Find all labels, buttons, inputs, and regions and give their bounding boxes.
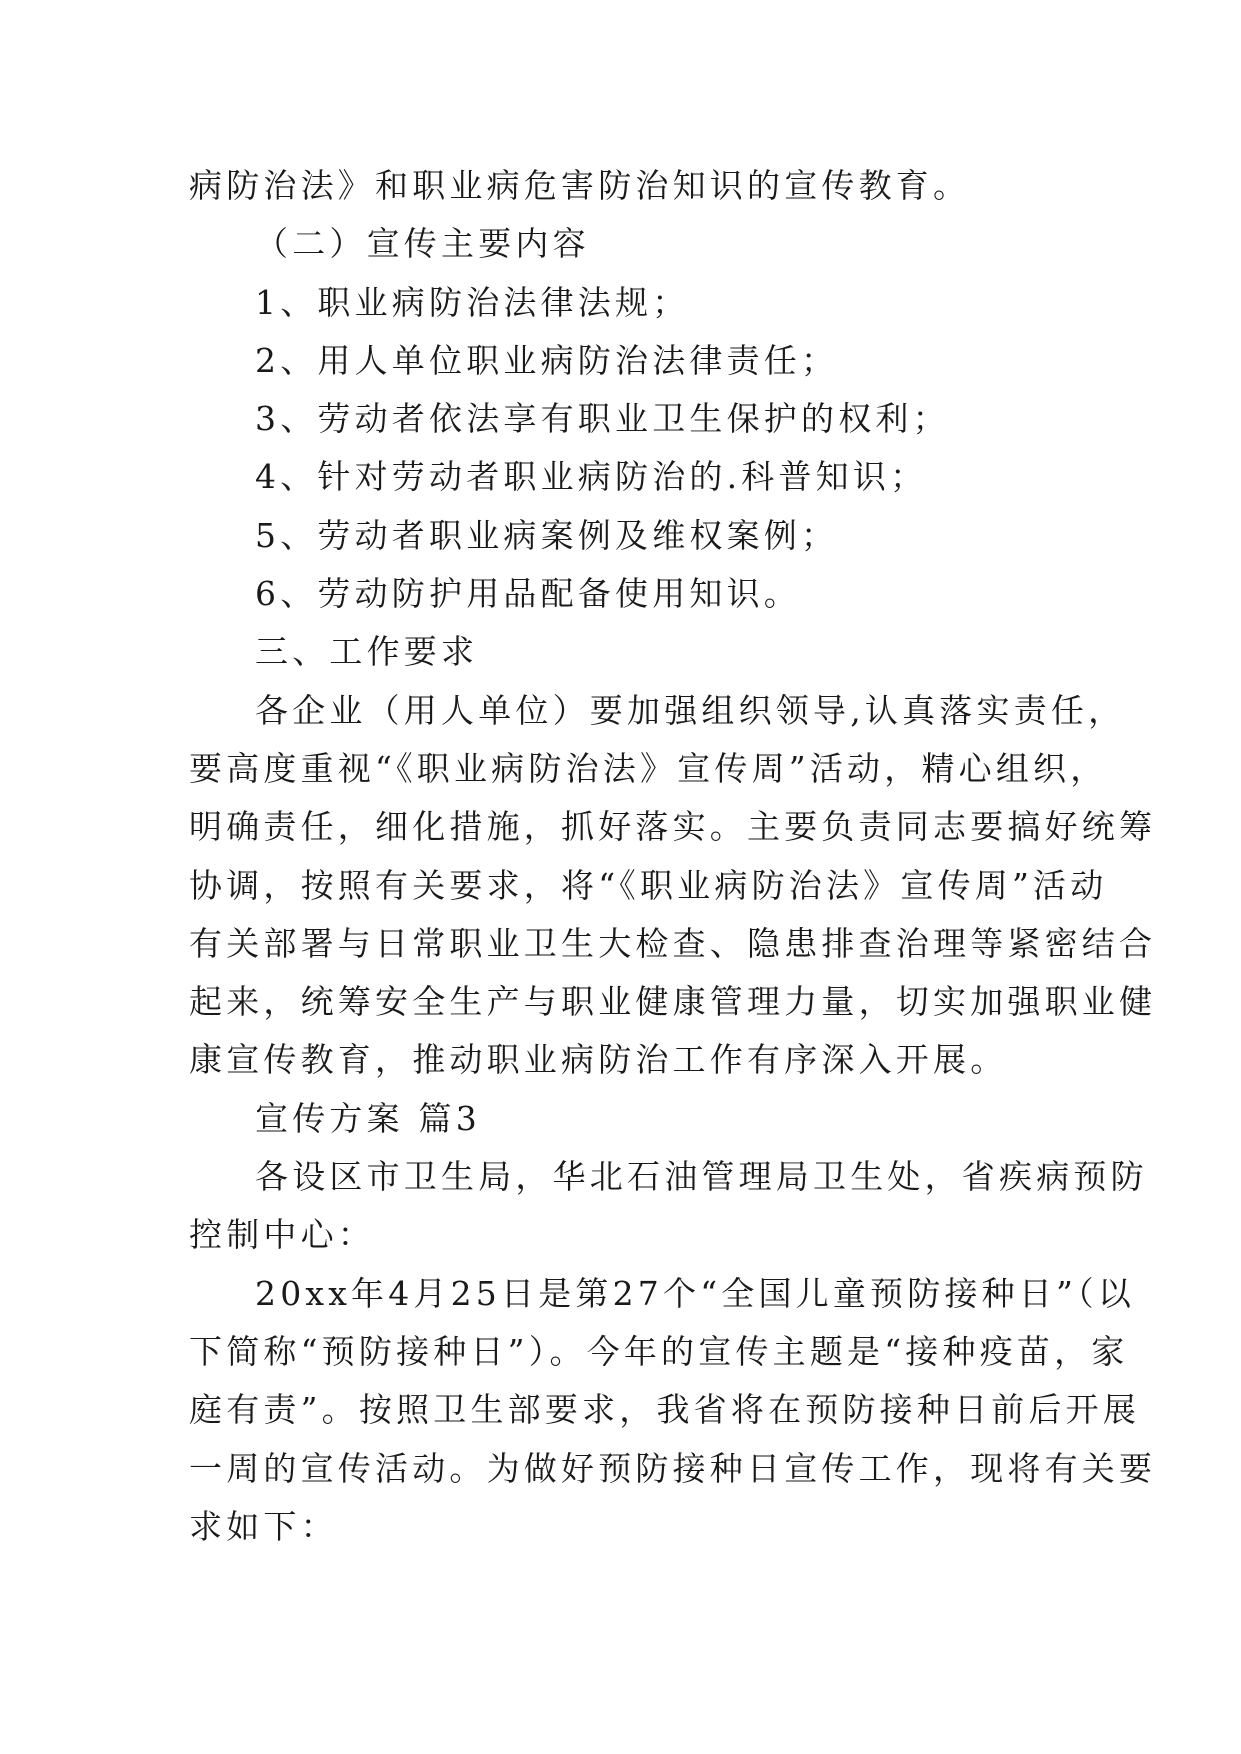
list-item: 4、针对劳动者职业病防治的.科普知识；: [255, 457, 928, 497]
paragraph-line: 各企业（用人单位）要加强组织领导,认真落实责任，: [255, 690, 1126, 730]
list-item: 5、劳动者职业病案例及维权案例；: [255, 515, 839, 555]
document-body: [189, 157, 1157, 1556]
list-item: 3、劳动者依法享有职业卫生保护的权利；: [255, 399, 950, 439]
paragraph-line: 明确责任，细化措施，抓好落实。主要负责同志要搞好统筹: [189, 807, 1157, 847]
list-item: 2、用人单位职业病防治法律责任；: [255, 340, 839, 380]
paragraph-line: 康宣传教育，推动职业病防治工作有序深入开展。: [189, 1040, 1008, 1080]
paragraph-line: 庭有责”。按照卫生部要求，我省将在预防接种日前后开展: [189, 1390, 1141, 1430]
list-item: 1、职业病防治法律法规；: [255, 282, 690, 322]
paragraph-line: 20xx年4月25日是第27个“全国儿童预防接种日”（以: [255, 1273, 1136, 1313]
paragraph-line: 下简称“预防接种日”）。今年的宣传主题是“接种疫苗，家: [189, 1331, 1129, 1371]
paragraph-line: 要高度重视“《职业病防治法》宣传周”活动，精心组织，: [189, 748, 1108, 788]
paragraph-line: 病防治法》和职业病危害防治知识的宣传教育。: [189, 166, 971, 205]
paragraph-line: 协调，按照有关要求，将“《职业病防治法》宣传周”活动: [189, 865, 1108, 905]
paragraph-line: 求如下：: [189, 1506, 338, 1546]
paragraph-line: 控制中心：: [189, 1215, 375, 1255]
paragraph-line: 各设区市卫生局，华北石油管理局卫生处，省疾病预防: [255, 1157, 1148, 1197]
section-heading: 三、工作要求: [255, 632, 479, 672]
list-item: 6、劳动防护用品配备使用知识。: [255, 574, 801, 614]
section-heading: （二）宣传主要内容: [255, 224, 590, 264]
paragraph-line: 起来，统筹安全生产与职业健康管理力量，切实加强职业健: [189, 982, 1157, 1022]
section-heading: 宣传方案 篇3: [255, 1098, 481, 1138]
paragraph-line: 有关部署与日常职业卫生大检查、隐患排查治理等紧密结合: [189, 923, 1157, 963]
paragraph-line: 一周的宣传活动。为做好预防接种日宣传工作，现将有关要: [189, 1448, 1157, 1488]
